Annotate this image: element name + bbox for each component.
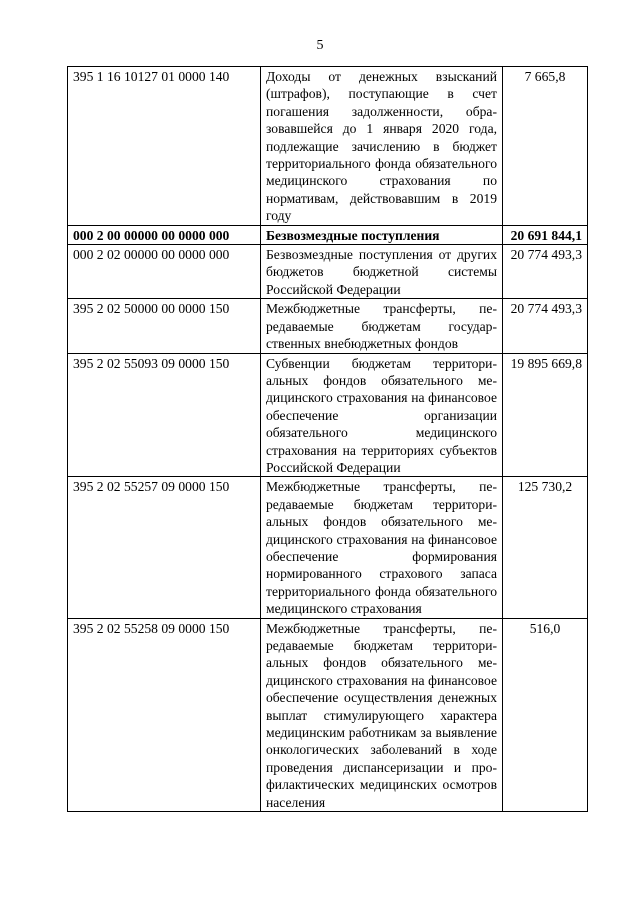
table-row — [68, 353, 588, 477]
table-row — [68, 245, 588, 299]
income-name: Безвозмездные поступления от других бюджетов бюджетной системы Российской Федерации — [261, 245, 503, 299]
income-name: Межбюджетные трансферты, передаваемые бюджетам государственных внебюджетных фондов — [261, 299, 503, 353]
classification-code: 395 2 02 55257 09 0000 150 — [68, 477, 261, 618]
budget-table — [67, 66, 588, 812]
table-row — [68, 299, 588, 353]
classification-code: 395 2 02 50000 00 0000 150 — [68, 299, 261, 353]
classification-code: 000 2 02 00000 00 0000 000 — [68, 245, 261, 299]
amount-value: 516,0 — [503, 618, 588, 811]
table-row — [68, 225, 588, 244]
classification-code: 395 2 02 55093 09 0000 150 — [68, 353, 261, 477]
amount-value: 125 730,2 — [503, 477, 588, 618]
income-name: Межбюджетные трансферты, передаваемые бюджетам территориальных фондов обязательного медицинского страхования на финансовое обеспечение осуществления денежных выплат стимулирующего характера медицинским работникам за выявление онкологических заболеваний в ходе проведения диспансеризации и профилактических медицинских осмотров населения — [261, 618, 503, 811]
income-name: Субвенции бюджетам территориальных фондов обязательного медицинского страхования на финансовое обеспечение организации обязательного медицинского страхования на территориях субъектов Российской Федерации — [261, 353, 503, 477]
amount-value: 20 691 844,1 — [503, 225, 588, 244]
classification-code: 395 1 16 10127 01 0000 140 — [68, 67, 261, 226]
amount-value: 7 665,8 — [503, 67, 588, 226]
income-name: Доходы от денежных взысканий (штрафов), поступающие в счет погашения задолженности, образовавшейся до 1 января 2020 года, подлежащие зачислению в бюджет территориального фонда обязательного медицинского страхования по нормативам, действовавшим в 2019 году — [261, 67, 503, 226]
classification-code: 000 2 00 00000 00 0000 000 — [68, 225, 261, 244]
amount-value: 20 774 493,3 — [503, 299, 588, 353]
income-name: Межбюджетные трансферты, передаваемые бюджетам территориальных фондов обязательного медицинского страхования на финансовое обеспечение формирования нормированного страхового запаса территориального фонда обязательного медицинского страхования — [261, 477, 503, 618]
table-row — [68, 618, 588, 811]
amount-value: 19 895 669,8 — [503, 353, 588, 477]
table-row — [68, 477, 588, 618]
table-row — [68, 67, 588, 226]
income-name: Безвозмездные поступления — [261, 225, 503, 244]
amount-value: 20 774 493,3 — [503, 245, 588, 299]
classification-code: 395 2 02 55258 09 0000 150 — [68, 618, 261, 811]
page-number: 5 — [316, 38, 324, 53]
